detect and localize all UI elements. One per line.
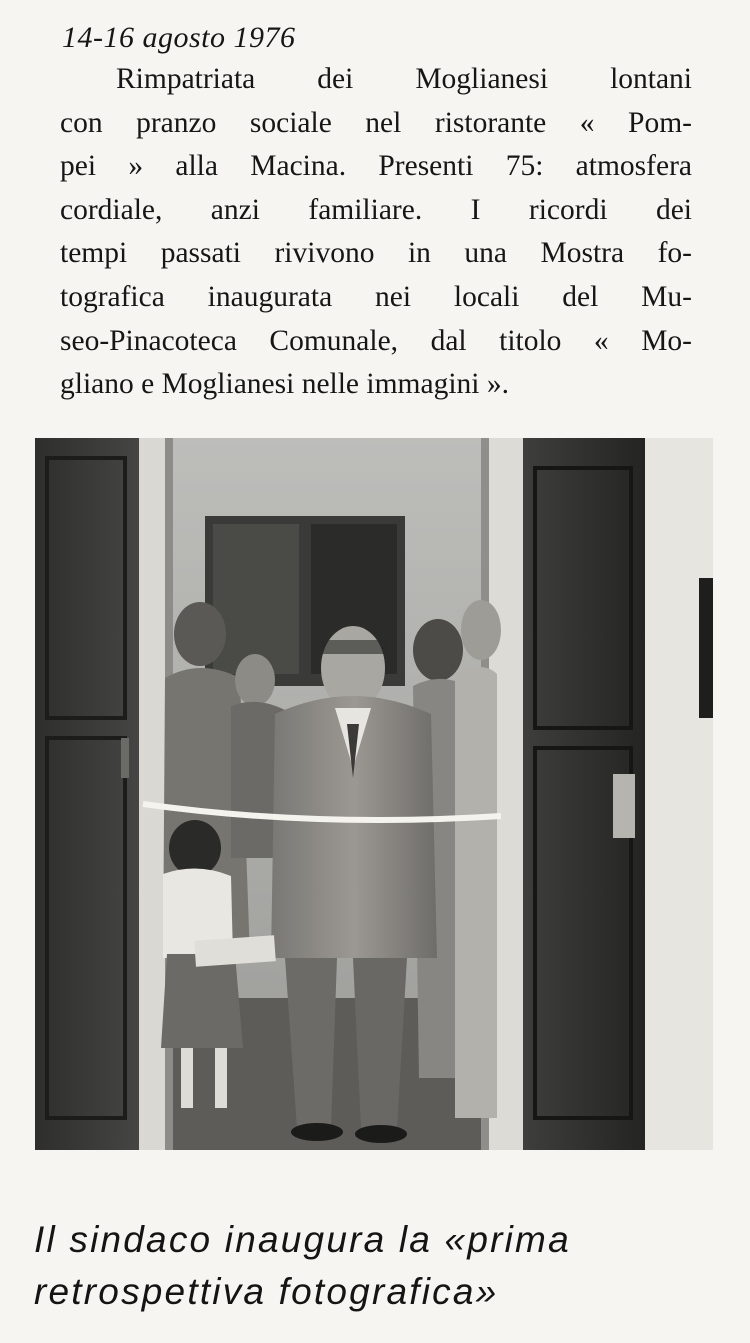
article-line: con pranzo sociale nel ristorante « Pom- (60, 106, 692, 139)
article-line: tografica inaugurata nei locali del Mu- (60, 280, 692, 313)
article-text (60, 58, 692, 407)
caption-line: Il sindaco inaugura la «prima (34, 1219, 571, 1260)
article-line: Rimpatriata dei Moglianesi lontani (116, 63, 692, 95)
article-line: pei » alla Macina. Presenti 75: atmosfera (60, 150, 692, 183)
article-line: tempi passati rivivono in una Mostra fo- (60, 237, 692, 270)
article-line: cordiale, anzi familiare. I ricordi dei (60, 193, 692, 226)
photo-caption (34, 1214, 724, 1318)
article-line: gliano e Moglianesi nelle immagini ». (60, 368, 509, 401)
article-line: seo-Pinacoteca Comunale, dal titolo « Mo- (60, 324, 692, 357)
caption-line: retrospettiva fotografica» (34, 1271, 499, 1312)
date-heading: 14-16 agosto 1976 (62, 21, 296, 54)
ribbon-cutting-photo (35, 438, 713, 1150)
